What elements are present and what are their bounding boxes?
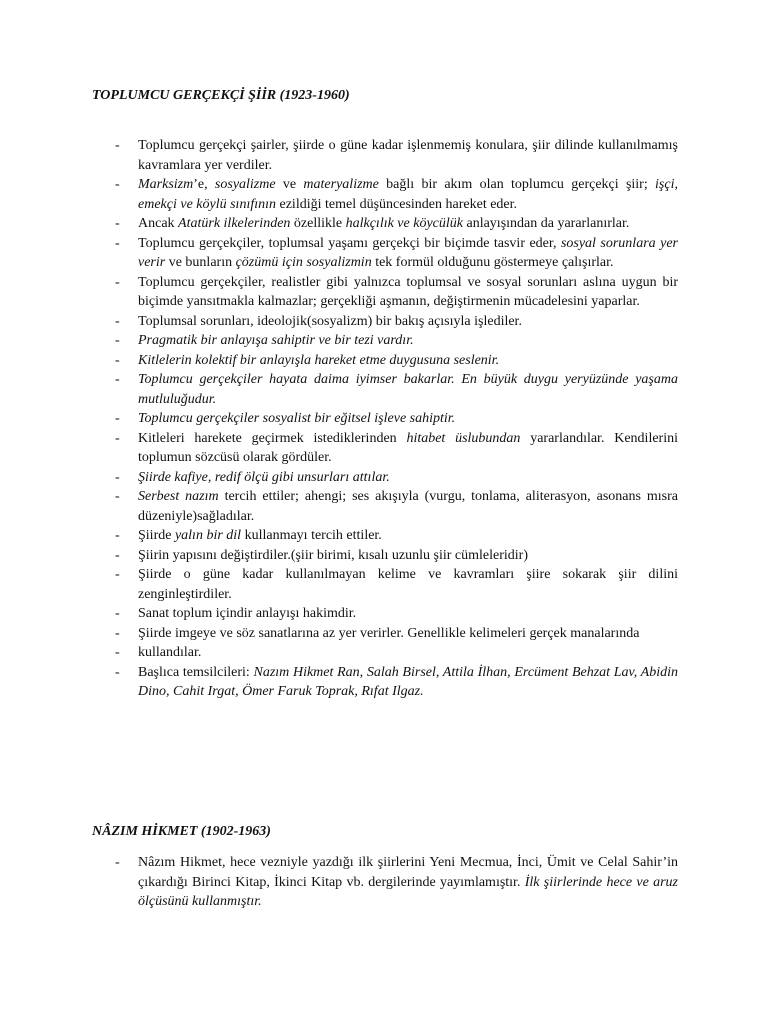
- italic-text: Serbest nazım: [138, 489, 219, 504]
- text-run: Kitleleri harekete geçirmek istediklerinden: [138, 430, 407, 446]
- italic-text: sosyal sorunlara yer verir: [138, 235, 678, 270]
- text-run: ezildiği temel düşüncesinden hareket eder.: [276, 196, 518, 212]
- bullet-dash: -: [115, 606, 120, 621]
- list-item-text: [138, 546, 678, 566]
- text-run: bağlı bir akım olan toplumcu gerçekçi şiir;: [378, 177, 656, 192]
- list-item-text: [138, 624, 678, 644]
- list-item-text: [138, 853, 678, 912]
- list-item: [112, 331, 678, 351]
- italic-text: materyalizme: [303, 177, 379, 192]
- bullet-dash: -: [115, 645, 120, 660]
- text-run: Başlıca temsilcileri:: [138, 664, 254, 680]
- list-item: [112, 487, 678, 526]
- list-item: [112, 370, 678, 409]
- bullet-dash: -: [115, 489, 120, 504]
- list-item: [112, 312, 678, 332]
- bullet-dash: -: [115, 177, 120, 192]
- bullet-dash: -: [115, 855, 120, 870]
- section-heading-toplumcu-gercekci-siir: TOPLUMCU GERÇEKÇİ ŞİİR (1923-1960): [92, 88, 350, 103]
- list-item-text: [138, 643, 678, 663]
- italic-text: Nazım Hikmet Ran, Salah Birsel, Attila İlhan, Ercüment Behzat Lav, Abidin Dino, Cahit Irgat, Ömer Faruk Toprak, Rıfat Ilgaz.: [138, 664, 679, 699]
- bullet-dash: -: [115, 216, 120, 231]
- list-item-text: [138, 214, 678, 234]
- list-item-text: [138, 351, 678, 371]
- italic-text: Pragmatik bir anlayışa sahiptir ve bir tezi vardır.: [138, 333, 414, 348]
- list-item-text: [138, 429, 678, 468]
- bullet-dash: -: [115, 567, 120, 582]
- list-item: [112, 429, 678, 468]
- text-run: Nâzım Hikmet, hece vezniyle yazdığı ilk şiirlerini Yeni Mecmua, İnci, Ümit ve Celal Sahir’in çıkardığı Birinci Kitap, İkinci Kitap vb. dergilerinde yayımlamıştır.: [138, 855, 678, 890]
- bullet-dash: -: [115, 528, 120, 543]
- text-run: Toplumcu gerçekçiler, realistler gibi yalnızca toplumsal ve sosyal sorunları aslına uygun bir biçimde yansıtmakla kalmazlar; gerçekliği aşmanın, değiştirmenin mücadelesini yaparlar.: [138, 274, 678, 309]
- italic-text: İlk şiirlerinde hece ve aruz ölçüsünü kullanmıştır.: [138, 874, 678, 909]
- list-item-text: [138, 136, 678, 175]
- text-run: ve bunların: [165, 255, 236, 270]
- text-run: özellikle: [290, 216, 346, 231]
- list-item-text: [138, 370, 678, 409]
- bullet-dash: -: [115, 411, 120, 426]
- list-item: [112, 468, 678, 488]
- list-item: [112, 351, 678, 371]
- list-item: [112, 643, 678, 663]
- italic-text: hitabet üslubundan: [406, 430, 521, 446]
- list-item-text: [138, 604, 678, 624]
- text-run: Şiirin yapısını değiştirdiler.(şiir birimi, kısalı uzunlu şiir cümleleridir): [138, 547, 528, 563]
- list-item: [112, 565, 678, 604]
- section-heading-nazim-hikmet: NÂZIM HİKMET (1902-1963): [92, 824, 271, 839]
- text-run: kullanmayı tercih ettiler.: [241, 528, 382, 543]
- italic-text: Şiirde kafiye, redif ölçü gibi unsurları attılar.: [138, 469, 390, 485]
- text-run: Toplumcu gerçekçiler, toplumsal yaşamı gerçekçi bir biçimde tasvir eder,: [138, 235, 561, 251]
- italic-text: halkçılık ve köycülük: [345, 216, 463, 231]
- bullet-list-toplumcu-gercekci: [112, 136, 678, 702]
- list-item-text: [138, 175, 678, 214]
- list-item: [112, 136, 678, 175]
- list-item-text: [138, 312, 678, 332]
- italic-text: işçi, emekçi ve köylü sınıfının: [138, 177, 678, 212]
- list-item: [112, 175, 678, 214]
- italic-text: çözümü için sosyalizmin: [235, 255, 372, 270]
- italic-text: sosyalizme: [214, 177, 276, 192]
- list-item-text: [138, 487, 678, 526]
- list-item-text: [138, 565, 678, 604]
- list-item-text: [138, 663, 678, 702]
- text-run: ve: [275, 177, 304, 192]
- list-item: [112, 526, 678, 546]
- list-item-text: [138, 409, 678, 429]
- bullet-dash: -: [115, 430, 120, 446]
- bullet-dash: -: [115, 469, 120, 485]
- text-run: Toplumsal sorunları, ideolojik(sosyalizm) bir bakış açısıyla işlediler.: [138, 313, 522, 329]
- text-run: ’e,: [193, 177, 215, 192]
- list-item-text: [138, 468, 678, 488]
- text-run: Ancak: [138, 216, 179, 231]
- italic-text: Kitlelerin kolektif bir anlayışla hareket etme duygusuna seslenir.: [138, 352, 500, 368]
- bullet-dash: -: [115, 138, 120, 153]
- italic-text: Toplumcu gerçekçiler sosyalist bir eğitsel işleve sahiptir.: [138, 411, 456, 426]
- list-item: [112, 546, 678, 566]
- text-run: kullandılar.: [138, 645, 202, 660]
- text-run: tek formül olduğunu göstermeye çalışırlar.: [371, 255, 614, 270]
- list-item-text: [138, 331, 678, 351]
- text-run: Sanat toplum içindir anlayışı hakimdir.: [138, 606, 357, 621]
- bullet-dash: -: [115, 664, 120, 680]
- text-run: Şiirde imgeye ve söz sanatlarına az yer verirler. Genellikle kelimeleri gerçek manalarında: [138, 625, 640, 641]
- list-item: [112, 214, 678, 234]
- list-item-text: [138, 273, 678, 312]
- bullet-dash: -: [115, 333, 120, 348]
- bullet-dash: -: [115, 313, 120, 329]
- bullet-dash: -: [115, 625, 120, 641]
- list-item-text: [138, 234, 678, 273]
- text-run: Toplumcu gerçekçi şairler, şiirde o güne kadar işlenmemiş konulara, şiir dilinde kullanılmamış kavramlara yer verdiler.: [138, 138, 678, 173]
- text-run: yararlandılar. Kendilerini toplumun sözcüsü olarak gördüler.: [138, 430, 678, 465]
- text-run: tercih ettiler; ahengi; ses akışıyla (vurgu, tonlama, aliterasyon, asonans mısra düzeniyle)sağladılar.: [138, 489, 678, 524]
- list-item-text: [138, 526, 678, 546]
- bullet-dash: -: [115, 274, 120, 290]
- list-item: [112, 273, 678, 312]
- italic-text: yalın bir dil: [174, 528, 242, 543]
- list-item: [112, 234, 678, 273]
- bullet-dash: -: [115, 372, 120, 387]
- italic-text: Marksizm: [138, 177, 194, 192]
- text-run: Şiirde o güne kadar kullanılmayan kelime ve kavramları şiire sokarak şiir dilini zenginleştirdiler.: [138, 567, 678, 602]
- bullet-dash: -: [115, 547, 120, 563]
- text-run: anlayışından da yararlanırlar.: [462, 216, 630, 231]
- italic-text: Atatürk ilkelerinden: [178, 216, 291, 231]
- list-item: [112, 409, 678, 429]
- italic-text: Toplumcu gerçekçiler hayata daima iyimser bakarlar. En büyük duygu yeryüzünde yaşama mutluluğudur.: [138, 372, 678, 407]
- list-item: [112, 663, 678, 702]
- bullet-list-nazim-hikmet: [112, 853, 678, 912]
- text-run: Şiirde: [138, 528, 175, 543]
- list-item: [112, 604, 678, 624]
- bullet-dash: -: [115, 352, 120, 368]
- bullet-dash: -: [115, 235, 120, 251]
- list-item: [112, 853, 678, 912]
- list-item: [112, 624, 678, 644]
